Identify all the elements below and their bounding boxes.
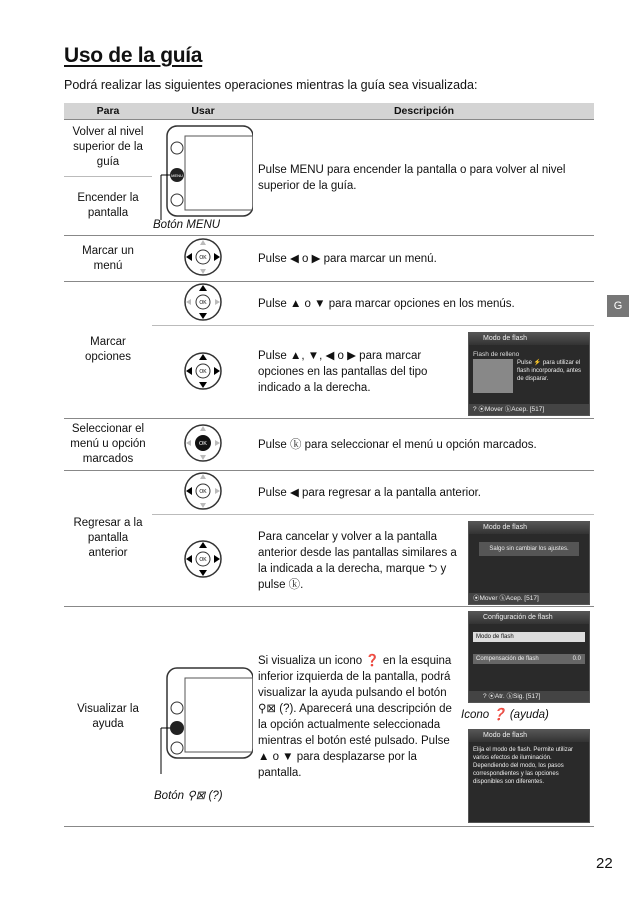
ok-button-icon <box>183 423 223 463</box>
flash-screen-text: Pulse ⚡ para utilizar el flash incorporado, antes de disparar. <box>517 360 582 382</box>
flash-cancel-text: Salgo sin cambiar los ajustes. <box>479 542 579 556</box>
flash-config-footer: ? ⦿Atr. ⓚSig. [517] <box>469 691 589 702</box>
flash-config-item-1: Modo de flash <box>473 632 585 642</box>
flash-config-item-2 <box>473 654 585 664</box>
row-ayuda-desc-cell <box>254 607 594 827</box>
row-ayuda-desc: Si visualiza un icono ❓ en la esquina inferior izquierda de la pantalla, podrá visualizar la ayuda pulsando el botón ⚲⊠ (?). Aparecerá una descripción de la opción actualmente seleccionada mientras el botón esté pulsado. Pulse ▲ o ▼ para desplazarse por la pantalla. <box>258 654 452 779</box>
camera-back-menu-icon <box>153 120 253 232</box>
flash-screen-sub: Flash de relleno <box>473 351 520 358</box>
flash-config-item-2-label: Compensación de flash <box>476 656 539 662</box>
camera-back-help-icon <box>153 650 253 780</box>
flash-config-item-2-value: 0.0 <box>572 656 581 662</box>
row-marcar-opciones-para: Marcar opciones <box>64 282 152 419</box>
dpad-all-cell-2 <box>152 515 254 607</box>
svg-text:OK: OK <box>199 557 207 563</box>
svg-text:OK: OK <box>199 368 207 375</box>
row-ayuda-para: Visualizar la ayuda <box>64 607 152 827</box>
section-tab: G <box>607 295 629 317</box>
flash-cancel-title: Modo de flash <box>469 522 589 534</box>
flash-cancel-footer: ⦿Mover ⓚAcep. [517] <box>469 593 589 604</box>
svg-text:OK: OK <box>199 255 207 261</box>
svg-text:OK: OK <box>199 489 207 495</box>
row-regresar-desc-b: Para cancelar y volver a la pantalla anterior desde las pantallas similares a la indicada a la derecha, marque ⮌ y pulse ⓚ. <box>258 530 457 591</box>
row-marcar-opciones-desc-b: Pulse ▲, ▼, ◀ o ▶ para marcar opciones en las pantallas del tipo indicado a la derecha. <box>258 350 428 394</box>
flash-mode-screen <box>468 332 590 416</box>
flash-screen-image <box>473 359 513 393</box>
row-regresar-para: Regresar a la pantalla anterior <box>64 471 152 607</box>
help-button-label: Botón ⚲⊠ (?) <box>154 790 223 802</box>
flash-config-screen <box>468 611 590 703</box>
menu-button-label: Botón MENU <box>153 219 221 231</box>
help-button-cell <box>152 607 254 827</box>
menu-button-cell <box>152 120 254 236</box>
dpad-left-right-icon <box>183 237 223 277</box>
help-icon-label: Icono ❓ (ayuda) <box>461 709 549 721</box>
help-screen-text: Elija el modo de flash. Permite utilizar varios efectos de iluminación. Dependiendo del modo, los pasos correspondientes y las opciones disponibles son diferentes. <box>473 747 574 785</box>
intro-text: Podrá realizar las siguientes operaciones mientras la guía sea visualizada: <box>64 78 478 92</box>
row-volver-para: Volver al nivel superior de la guía <box>64 120 152 177</box>
row-volver-desc: Pulse MENU para encender la pantalla o para volver al nivel superior de la guía. <box>254 120 594 236</box>
row-encender-para: Encender la pantalla <box>64 176 152 235</box>
page-number: 22 <box>596 855 613 872</box>
dpad-up-down-icon <box>183 282 223 322</box>
svg-text:OK: OK <box>199 300 207 306</box>
row-marcar-menu-para: Marcar un menú <box>64 236 152 282</box>
svg-text:OK: OK <box>199 441 207 447</box>
row-marcar-menu-desc: Pulse ◀ o ▶ para marcar un menú. <box>254 236 594 282</box>
ok-button-cell <box>152 419 254 471</box>
header-para: Para <box>64 103 152 120</box>
dpad-left-right-cell <box>152 236 254 282</box>
flash-cancel-screen <box>468 521 590 605</box>
header-desc: Descripción <box>254 103 594 120</box>
dpad-left-icon <box>183 471 223 511</box>
flash-config-title: Configuración de flash <box>469 612 589 624</box>
row-regresar-desc-b-cell <box>254 515 594 607</box>
dpad-all-icon <box>183 351 223 391</box>
svg-text:MENU: MENU <box>171 173 183 178</box>
flash-screen-footer: ? ⦿Mover ⓚAcep. [517] <box>469 404 589 415</box>
row-marcar-opciones-desc-b-cell <box>254 326 594 419</box>
dpad-left-cell <box>152 471 254 515</box>
dpad-up-down-cell <box>152 282 254 326</box>
row-seleccionar-desc: Pulse ⓚ para seleccionar el menú u opción marcados. <box>254 419 594 471</box>
guide-table <box>64 103 594 827</box>
row-regresar-desc-a: Pulse ◀ para regresar a la pantalla anterior. <box>254 471 594 515</box>
dpad-all-cell <box>152 326 254 419</box>
help-screen <box>468 729 590 823</box>
flash-screen-title: Modo de flash <box>469 333 589 345</box>
header-usar: Usar <box>152 103 254 120</box>
dpad-all-icon-2 <box>183 539 223 579</box>
row-marcar-opciones-desc-a: Pulse ▲ o ▼ para marcar opciones en los menús. <box>254 282 594 326</box>
page-title: Uso de la guía <box>64 44 203 67</box>
help-screen-title: Modo de flash <box>469 730 589 742</box>
row-seleccionar-para: Seleccionar el menú u opción marcados <box>64 419 152 471</box>
